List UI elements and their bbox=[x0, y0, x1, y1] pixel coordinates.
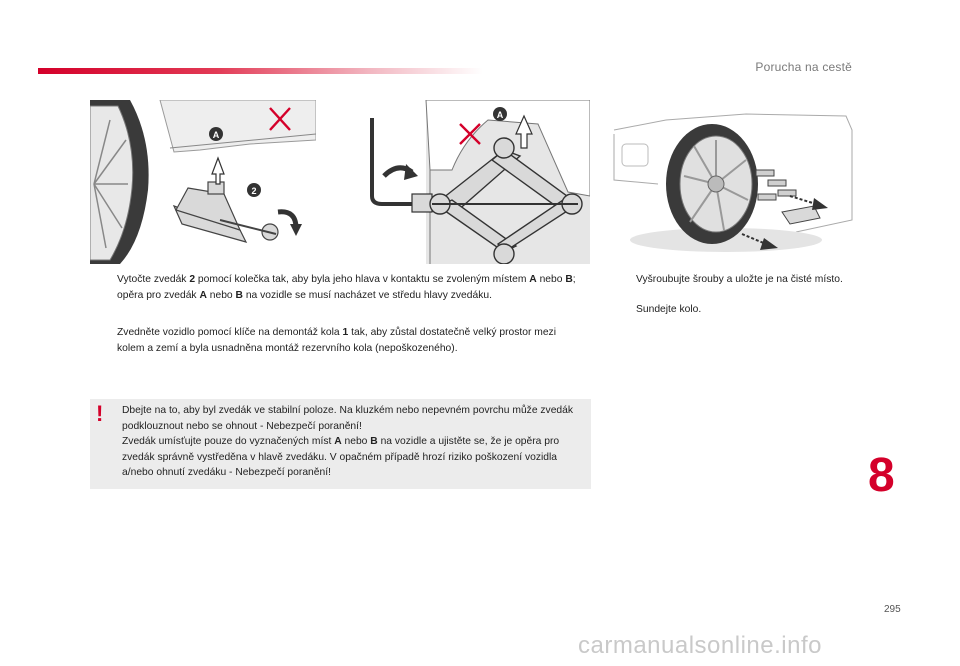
step-text: Zvedněte vozidlo pomocí klíče na demontáž kola bbox=[117, 327, 343, 338]
step-ref: 2 bbox=[189, 274, 196, 285]
warning-line-1: Dbejte na to, aby byl zvedák ve stabilní poloze. Na kluzkém nebo nepevném povrchu může zvedák podklouznout nebo se ohnout - Nebezpečí poranění! bbox=[122, 405, 574, 432]
step-text: ; opěra pro zvedák bbox=[117, 274, 576, 301]
step-text: Vytočte zvedák bbox=[117, 274, 190, 285]
watermark-text: carmanualsonline.info bbox=[578, 632, 822, 659]
warning-line-2 bbox=[122, 434, 584, 481]
instruction-step-4 bbox=[609, 302, 849, 318]
wheel-removal-illustration bbox=[606, 100, 854, 264]
warning-text-part: nebo bbox=[341, 436, 371, 447]
step-ref: B bbox=[565, 274, 573, 285]
jack-positioning-illustration bbox=[90, 100, 316, 264]
chapter-number: 8 bbox=[868, 449, 895, 502]
figure-label-a: A bbox=[496, 110, 504, 120]
step-ref: 1 bbox=[342, 327, 349, 338]
figure-jack-positioning bbox=[90, 100, 316, 264]
step-text: pomocí kolečka tak, aby byla jeho hlava v kontaktu se zvoleným místem bbox=[195, 274, 530, 285]
step-text: nebo bbox=[206, 289, 236, 301]
warning-ref: A bbox=[334, 436, 342, 447]
step-text: na vozidle se musí nacházet ve středu hlavy zvedáku. bbox=[242, 289, 492, 301]
step-text: tak, aby zůstal dostatečně velký prostor mezi kolem a zemí a byla usnadněna montáž rezervního kola (nepoškozeného). bbox=[117, 327, 556, 354]
instruction-step-2 bbox=[90, 325, 578, 356]
figure-wheel-removal bbox=[606, 100, 854, 264]
step-ref: A bbox=[529, 274, 537, 285]
warning-icon: ! bbox=[96, 401, 104, 426]
step-text: nebo bbox=[536, 274, 566, 285]
step-text: Vyšroubujte šrouby a uložte je na čisté místo. bbox=[636, 274, 843, 285]
instruction-step-1 bbox=[90, 272, 578, 303]
instruction-step-3 bbox=[609, 272, 849, 288]
warning-text-part: Zvedák umísťujte pouze do vyznačených míst bbox=[122, 436, 335, 447]
warning-text-part: na vozidle a ujistěte se, že je opěra pro zvedák správně vystředěna v hlavě zvedáku. V opačném případě hrozí riziko poškození vozidla a/nebo ohnutí zvedáku - Nebezpečí poranění! bbox=[122, 436, 560, 478]
step-text: Sundejte kolo. bbox=[636, 304, 702, 315]
figure-label-2: 2 bbox=[251, 186, 257, 196]
step-ref: A bbox=[199, 289, 207, 301]
page-number: 295 bbox=[884, 604, 901, 615]
jack-lifting-illustration bbox=[368, 100, 590, 264]
step-ref: B bbox=[235, 289, 243, 301]
figure-jack-lifting bbox=[368, 100, 590, 264]
warning-text bbox=[122, 403, 584, 481]
warning-box bbox=[90, 399, 591, 489]
section-title: Porucha na cestě bbox=[755, 60, 852, 74]
warning-ref: B bbox=[370, 436, 378, 447]
figure-label-a: A bbox=[212, 130, 220, 140]
header-accent-bar bbox=[38, 68, 483, 74]
